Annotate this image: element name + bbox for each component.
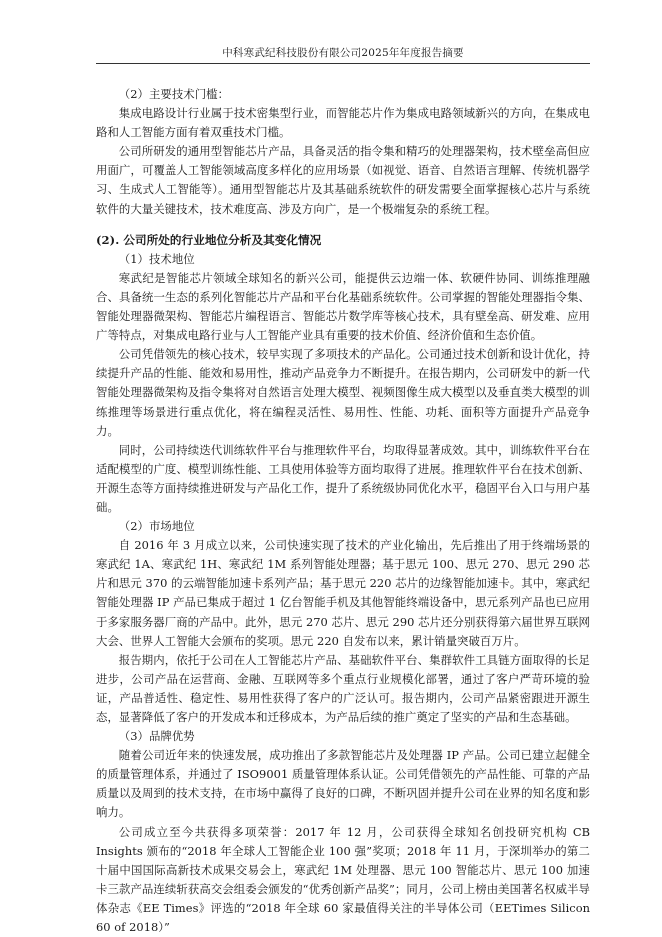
- page-header: 中科寒武纪科技股份有限公司2025年年度报告摘要: [222, 47, 464, 59]
- paragraph: 随着公司近年来的快速发展，成功推出了多款智能芯片及处理器 IP 产品。公司已建立起健全的质量管理体系，并通过了 ISO9001 质量管理体系认证。公司凭借领先的产品性能、可靠的产品质量以及周到的技术支持，在市场中赢得了良好的口碑，不断巩固并提升公司在业界的知名度和影响力。: [96, 748, 590, 820]
- paragraph: 同时，公司持续迭代训练软件平台与推理软件平台，均取得显著成效。其中，训练软件平台在适配模型的广度、模型训练性能、工具使用体验等方面均取得了进展。推理软件平台在技术创新、开源生态等方面持续推进研发与产品化工作，提升了系统级协同优化水平，稳固平台入口与用户基础。: [96, 442, 590, 514]
- subheading-market-position: （2）市场地位: [118, 519, 195, 534]
- header-divider: [96, 63, 590, 64]
- paragraph: 寒武纪是智能芯片领域全球知名的新兴公司，能提供云边端一体、软硬件协同、训练推理融合、具备统一生态的系列化智能芯片产品和平台化基础系统软件。公司掌握的智能处理器指令集、智能处理器微架构、智能芯片编程语言、智能芯片数学库等核心技术，具有壁垒高、研发难、应用广等特点，对集成电路行业与人工智能产业具有重要的技术价值、经济价值和生态价值。: [96, 270, 590, 343]
- subheading-technical-barrier: （2）主要技术门槛：: [118, 87, 230, 101]
- subheading-brand-advantage: （3）品牌优势: [118, 729, 195, 744]
- document-body: [96, 85, 590, 937]
- paragraph: 集成电路设计行业属于技术密集型行业，而智能芯片作为集成电路领域新兴的方向，在集成电路和人工智能方面有着双重技术门槛。: [96, 106, 590, 140]
- subheading-technical-position: （1）技术地位: [118, 251, 195, 266]
- paragraph: 报告期内，依托于公司在人工智能芯片产品、基础软件平台、集群软件工具链方面取得的长足进步，公司产品在运营商、金融、互联网等多个重点行业规模化部署，通过了客户严苛环境的验证，产品普适性、稳定性、易用性获得了客户的广泛认可。报告期内，公司产品紧密跟进开源生态，显著降低了客户的开发成本和迁移成本，为产品后续的推广奠定了坚实的产品和生态基础。: [96, 652, 590, 724]
- paragraph: 公司成立至今共获得多项荣誉：2017 年 12 月，公司获得全球知名创投研究机构 CB Insights 颁布的“2018 年全球人工智能企业 100 强”奖项；2018 年 11 月，于深圳举办的第二十届中国国际高新技术成果交易会上，寒武纪 1M 处理器、思元 100 智能芯片、思元 100 加速卡三款产品连续斩获高交会组委会颁发的“优秀创新产品奖”；同月，公司上榜由美国著名权威半导体杂志《EE Times》评选的“2018 年全球 60 家最值得关注的半导体公司（EETimes Silicon 60 of 2018）”: [96, 824, 590, 935]
- paragraph: 公司所研发的通用型智能芯片产品，具备灵活的指令集和精巧的处理器架构，技术壁垒高但应用面广，可覆盖人工智能领域高度多样化的应用场景（如视觉、语音、自然语言理解、传统机器学习、生成式人工智能等）。通用型智能芯片及其基础系统软件的研发需要全面掌握核心芯片与系统软件的大量关键技术，技术难度高、涉及方向广，是一个极端复杂的系统工程。: [96, 144, 590, 216]
- section-heading: (2). 公司所处的行业地位分析及其变化情况: [96, 232, 322, 247]
- paragraph: 自 2016 年 3 月成立以来，公司快速实现了技术的产业化输出，先后推出了用于终端场景的寒武纪 1A、寒武纪 1H、寒武纪 1M 系列智能处理器；基于思元 100、思元 270、思元 290 芯片和思元 370 的云端智能加速卡系列产品；基于思元 220 芯片的边缘智能加速卡。其中，寒武纪智能处理器 IP 产品已集成于超过 1 亿台智能手机及其他智能终端设备中，思元系列产品也已应用于多家服务器厂商的产品中。此外，思元 270 芯片、思元 290 芯片还分别获得第六届世界互联网大会、世界人工智能大会颁布的奖项。思元 220 自发布以来，累计销量突破百万片。: [96, 538, 590, 648]
- paragraph: 公司凭借领先的核心技术，较早实现了多项技术的产品化。公司通过技术创新和设计优化，持续提升产品的性能、能效和易用性，推动产品竞争力不断提升。在报告期内，公司研发中的新一代智能处理器微架构及指令集将对自然语言处理大模型、视频图像生成大模型以及垂直类大模型的训练推理等场景进行重点优化，将在编程灵活性、易用性、性能、功耗、面积等方面提升产品竞争力。: [96, 347, 590, 438]
